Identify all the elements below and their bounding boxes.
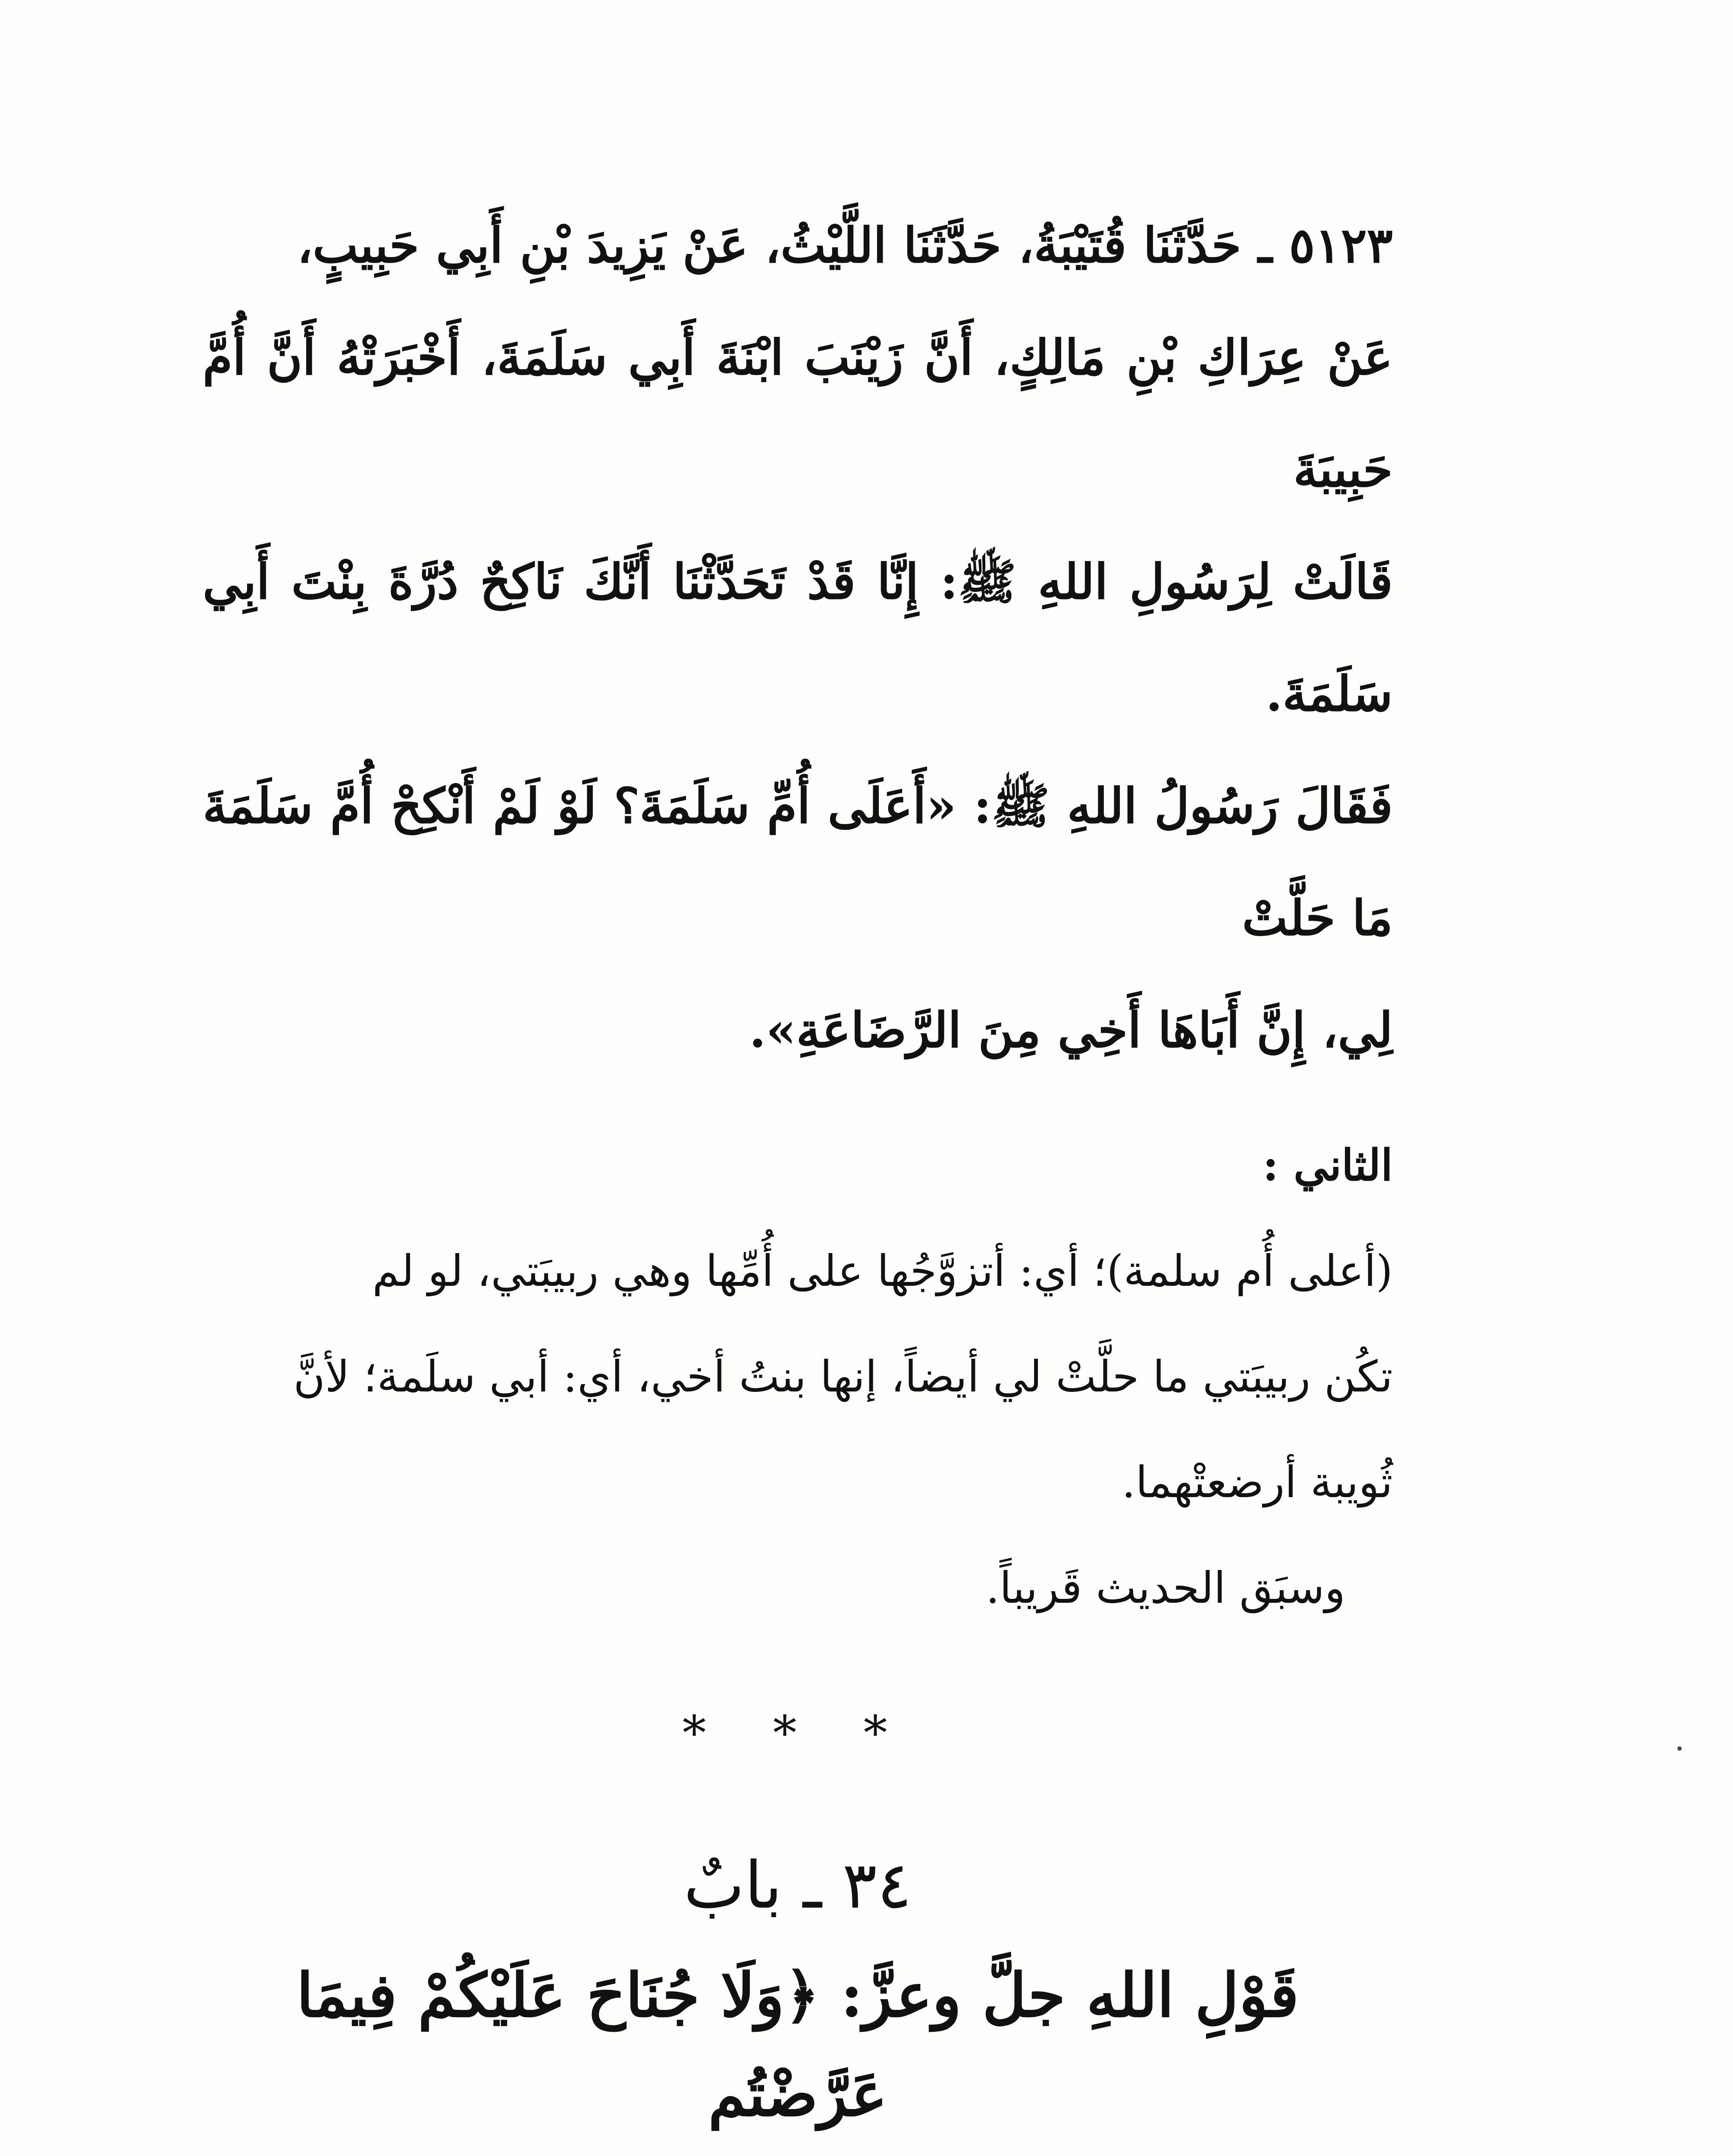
bab-title-line1: قَوْلِ اللهِ جلَّ وعزَّ: ﴿وَلَا جُنَاحَ عَلَيْكُمْ فِيمَا عَرَّضْتُم [296,1960,1299,2130]
hadith-line: عَنْ عِرَاكِ بْنِ مَالِكٍ، أَنَّ زَيْنَبَ ابْنَةَ أَبِي سَلَمَةَ، أَخْبَرَتْهُ أَنَّ أُمَّ حَبِيبَةَ [203,329,1393,498]
bab-heading [203,1825,1393,2156]
sharh-note: وسبَق الحديث قَريباً. [986,1563,1345,1613]
book-page [203,190,1393,2156]
sharh-line: ثُويبة أرضعتْهما. [1122,1457,1393,1507]
hadith-text [203,190,1393,1087]
hadith-line: فَقَالَ رَسُولُ اللهِ ﷺ: «أَعَلَى أُمِّ سَلَمَةَ؟ لَوْ لَمْ أَنْكِحْ أُمَّ سَلَمَةَ مَا حَلَّتْ [203,778,1393,946]
bab-number: ٣٤ ـ بابٌ [683,1848,912,1923]
sharh-line: تكُن ربيبَتي ما حلَّتْ لي أيضاً، إنها بنتُ أخي، أي: أبي سلَمة؛ لأنَّ [293,1351,1393,1402]
hadith-line: قَالَتْ لِرَسُولِ اللهِ ﷺ: إِنَّا قَدْ تَحَدَّثْنَا أَنَّكَ نَاكِحٌ دُرَّةَ بِنْتَ أَبِي سَلَمَةَ. [203,554,1393,722]
sharh-commentary [203,1112,1393,1641]
section-separator: * * * [682,1705,913,1761]
bab-title-line2 [203,2144,1393,2156]
sharh-heading: الثاني : [1263,1140,1393,1191]
sharh-line: (أعلى أُم سلمة)؛ أي: أتزوَّجُها على أُمِّها وهي ربيبَتي، لو لم [372,1246,1393,1296]
hadith-line: لِي، إِنَّ أَبَاهَا أَخِي مِنَ الرَّضَاعَةِ». [749,1002,1393,1059]
hadith-line: ٥١٢٣ ـ حَدَّثَنَا قُتَيْبَةُ، حَدَّثَنَا اللَّيْثُ، عَنْ يَزِيدَ بْنِ أَبِي حَبِيبٍ، [297,217,1393,274]
scan-speck [1677,1746,1682,1751]
